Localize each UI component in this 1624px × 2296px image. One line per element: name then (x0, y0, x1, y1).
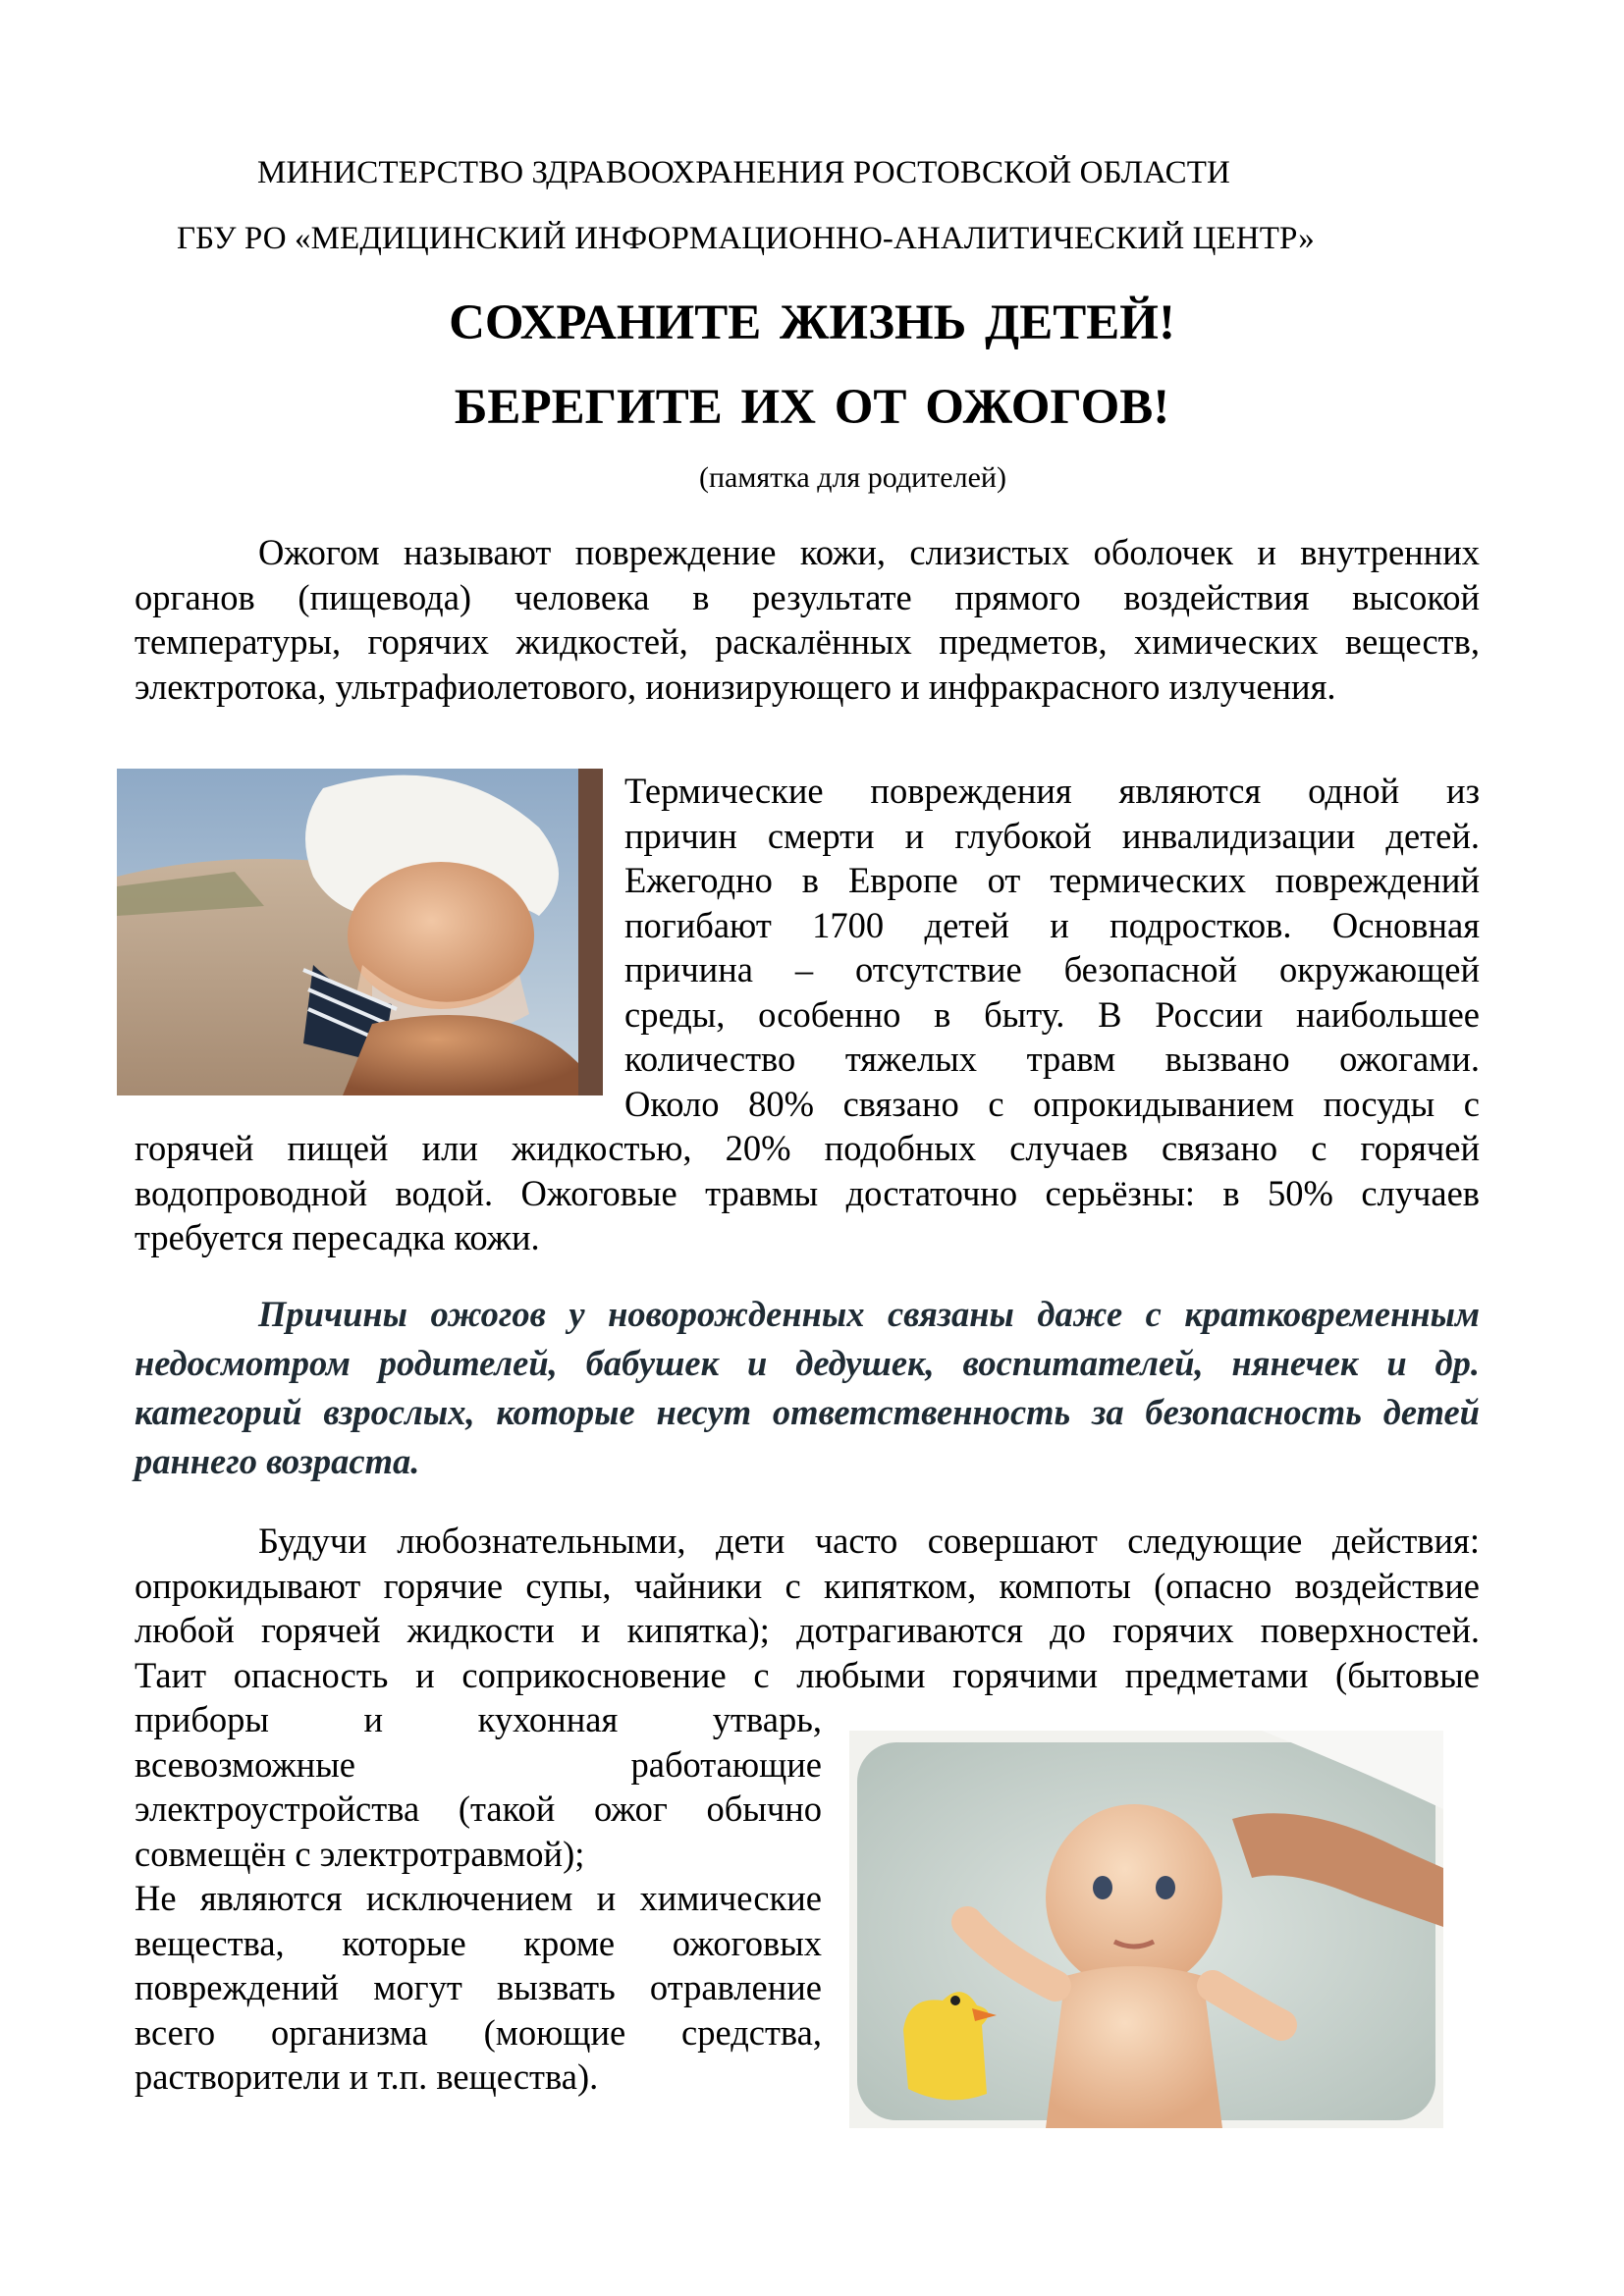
text-line: температуры, горячих жидкостей, раскалённых предметов, химических веществ, (135, 621, 1480, 662)
baby-bath-image (849, 1731, 1443, 2128)
chemicals-paragraph (135, 1876, 822, 2100)
text-line: требуется пересадка кожи. (135, 1217, 540, 1257)
text-line: совмещён с электротравмой); (135, 1833, 585, 1874)
devices-paragraph (135, 1697, 822, 1876)
text-line: любой горячей жидкости и кипятка); дотрагиваются до горячих поверхностей. (135, 1610, 1480, 1650)
title-line-1: СОХРАНИТЕ ЖИЗНЬ ДЕТЕЙ! (449, 295, 1175, 350)
intro-paragraph (135, 530, 1480, 709)
text-line: всего организма (моющие средства, (135, 2011, 822, 2053)
text-line: Причины ожогов у новорожденных связаны даже с кратковременным (258, 1294, 1480, 1334)
text-line: повреждений могут вызвать отравление (135, 1967, 822, 2007)
baby-beach-photo (117, 769, 603, 1095)
warning-paragraph (135, 1290, 1480, 1486)
statistics-paragraph-wrap (624, 769, 1480, 1126)
text-line: раннего возраста. (135, 1441, 420, 1481)
text-line: приборы и кухонная утварь, (135, 1699, 822, 1739)
text-line: Будучи любознательными, дети часто совершают следующие действия: (258, 1521, 1480, 1561)
statistics-paragraph-full (135, 1126, 1480, 1260)
text-line: горячей пищей или жидкостью, 20% подобных случаев связано с горячей (135, 1128, 1480, 1168)
text-line: Около 80% связано с опрокидыванием посуды с (624, 1083, 1480, 1124)
text-line: недосмотром родителей, бабушек и дедушек, воспитателей, нянечек и др. (135, 1343, 1480, 1383)
ministry-line: МИНИСТЕРСТВО ЗДРАВООХРАНЕНИЯ РОСТОВСКОЙ ОБЛАСТИ (257, 155, 1230, 190)
text-line: причина – отсутствие безопасной окружающей (624, 949, 1480, 989)
curious-paragraph (135, 1519, 1480, 1697)
text-line: категорий взрослых, которые несут ответственность за безопасность детей (135, 1392, 1480, 1432)
subtitle: (памятка для родителей) (699, 461, 1006, 494)
text-line: Ожогом называют повреждение кожи, слизистых оболочек и внутренних (258, 532, 1480, 572)
text-line: электротока, ультрафиолетового, ионизирующего и инфракрасного излучения. (135, 666, 1336, 707)
text-line: всевозможные работающие (135, 1743, 822, 1785)
text-line: погибают 1700 детей и подростков. Основная (624, 904, 1480, 945)
text-line: растворители и т.п. вещества). (135, 2056, 599, 2097)
text-line: Ежегодно в Европе от термических повреждений (624, 860, 1480, 900)
text-line: вещества, которые кроме ожоговых (135, 1922, 822, 1963)
text-line: органов (пищевода) человека в результате прямого воздействия высокой (135, 576, 1480, 617)
text-line: Таит опасность и соприкосновение с любыми горячими предметами (бытовые (135, 1654, 1480, 1695)
text-line: причин смерти и глубокой инвалидизации детей. (624, 815, 1480, 856)
title-line-2: БЕРЕГИТЕ ИХ ОТ ОЖОГОВ! (454, 380, 1170, 435)
text-line: водопроводной водой. Ожоговые травмы достаточно серьёзны: в 50% случаев (135, 1172, 1480, 1213)
text-line: Термические повреждения являются одной из (624, 771, 1480, 811)
baby-beach-image (117, 769, 603, 1095)
text-line: Не являются исключением и химические (135, 1878, 822, 1918)
text-line: количество тяжелых травм вызвано ожогами. (624, 1039, 1480, 1079)
text-line: среды, особенно в быту. В России наибольшее (624, 993, 1480, 1035)
text-line: опрокидывают горячие супы, чайники с кипятком, компоты (опасно воздействие (135, 1565, 1480, 1606)
text-line: электроустройства (такой ожог обычно (135, 1789, 822, 1829)
baby-bath-photo (849, 1731, 1443, 2128)
center-line: ГБУ РО «МЕДИЦИНСКИЙ ИНФОРМАЦИОННО-АНАЛИТИЧЕСКИЙ ЦЕНТР» (177, 221, 1315, 256)
